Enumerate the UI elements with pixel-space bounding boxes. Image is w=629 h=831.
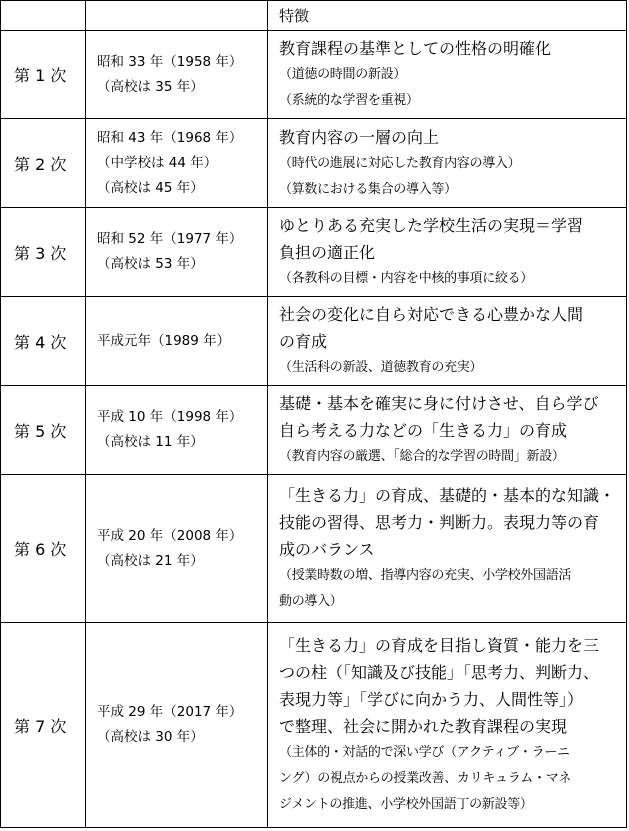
feature-line: で整理、社会に開かれた教育課程の実現 [279, 717, 568, 736]
revision-date [86, 623, 268, 828]
date-line: （中学校は 44 年） [97, 154, 218, 171]
table-row [1, 623, 627, 828]
revision-features [268, 119, 627, 208]
date-line: （高校は 53 年） [97, 256, 204, 272]
revision-label: 第 4 次 [1, 297, 86, 386]
revision-features [268, 297, 627, 386]
note-line: 動の導入） [279, 594, 343, 609]
note-line: ジメントの推進、小学校外国語丁の新設等） [279, 797, 533, 812]
date-line: （高校は 11 年） [97, 434, 204, 450]
revision-features [268, 475, 627, 623]
revision-label: 第 1 次 [1, 31, 86, 119]
revision-date [86, 208, 268, 297]
table-row [1, 386, 627, 475]
table-row [1, 297, 627, 386]
date-line: 平成 20 年（2008 年） [97, 527, 243, 544]
revision-features [268, 31, 627, 119]
revision-date [86, 475, 268, 623]
date-line: 昭和 52 年（1977 年） [97, 231, 243, 247]
feature-line: 自ら考える力などの「生きる力」の育成 [279, 421, 568, 440]
revision-date [86, 386, 268, 475]
date-line: 昭和 43 年（1968 年） [97, 129, 243, 146]
feature-line: 教育内容の一層の向上 [279, 127, 440, 147]
note-line: （生活科の新設、道徳教育の充実） [279, 360, 483, 375]
feature-line: 社会の変化に自ら対応できる心豊かな人間 [279, 305, 584, 324]
date-line: 平成 29 年（2017 年） [97, 704, 243, 720]
date-line: 平成元年（1989 年） [97, 332, 231, 349]
header-cell-date [86, 1, 268, 31]
revision-date [86, 297, 268, 386]
revision-label: 第 3 次 [1, 208, 86, 297]
feature-line: 「生きる力」の育成を目指し資質・能力を三 [279, 636, 600, 655]
table-header-row [1, 1, 627, 31]
feature-line: 「生きる力」の育成、基礎的・基本的な知識・ [279, 486, 616, 505]
table-row [1, 475, 627, 623]
date-line: 平成 10 年（1998 年） [97, 409, 243, 425]
date-line: 昭和 33 年（1958 年） [97, 53, 243, 70]
note-line: ング）の視点からの授業改善、カリキュラム・マネ [279, 771, 572, 786]
revision-label: 第 6 次 [1, 475, 86, 623]
feature-line: つの柱（「知識及び技能」「思考力、判断力、 [279, 663, 600, 682]
table-row [1, 31, 627, 119]
feature-line: 表現力等」「学びに向かう力、人間性等」） [279, 690, 584, 709]
revision-date [86, 119, 268, 208]
revision-features [268, 623, 627, 828]
note-line: （算数における集合の導入等） [279, 181, 457, 197]
revision-label: 第 7 次 [1, 623, 86, 828]
date-line: （高校は 21 年） [97, 552, 204, 569]
date-line: （高校は 30 年） [97, 729, 204, 745]
revision-label: 第 2 次 [1, 119, 86, 208]
feature-line: 基礎・基本を確実に身に付けさせ、自ら学び [279, 394, 599, 413]
note-line: （教育内容の厳選、「総合的な学習の時間」新設） [279, 449, 565, 464]
feature-line: ゆとりある充実した学校生活の実現＝学習 [279, 216, 584, 235]
feature-line: 教育課程の基準としての性格の明確化 [279, 39, 552, 58]
note-line: （各教科の目標・内容を中核的事項に絞る） [279, 271, 534, 286]
header-cell-features: 特徴 [268, 1, 627, 31]
table-row [1, 119, 627, 208]
revision-label: 第 5 次 [1, 386, 86, 475]
note-line: （道徳の時間の新設） [279, 67, 407, 82]
feature-line: 負担の適正化 [279, 243, 376, 262]
feature-line: 成のバランス [279, 540, 375, 559]
feature-line: の育成 [279, 332, 328, 351]
table-row [1, 208, 627, 297]
revision-features [268, 386, 627, 475]
note-line: （主体的・対話的で深い学び（アクティブ・ラーニ [279, 745, 570, 760]
note-line: （授業時数の増、指導内容の充実、小学校外国語活 [279, 568, 572, 583]
header-cell-revision [1, 1, 86, 31]
revision-date [86, 31, 268, 119]
date-line: （高校は 45 年） [97, 179, 204, 196]
note-line: （時代の進展に対応した教育内容の導入） [279, 155, 521, 171]
feature-line: 技能の習得、思考力・判断力。表現力等の育 [279, 513, 600, 532]
date-line: （高校は 35 年） [97, 78, 204, 95]
note-line: （系統的な学習を重視） [279, 93, 419, 108]
revision-features [268, 208, 627, 297]
